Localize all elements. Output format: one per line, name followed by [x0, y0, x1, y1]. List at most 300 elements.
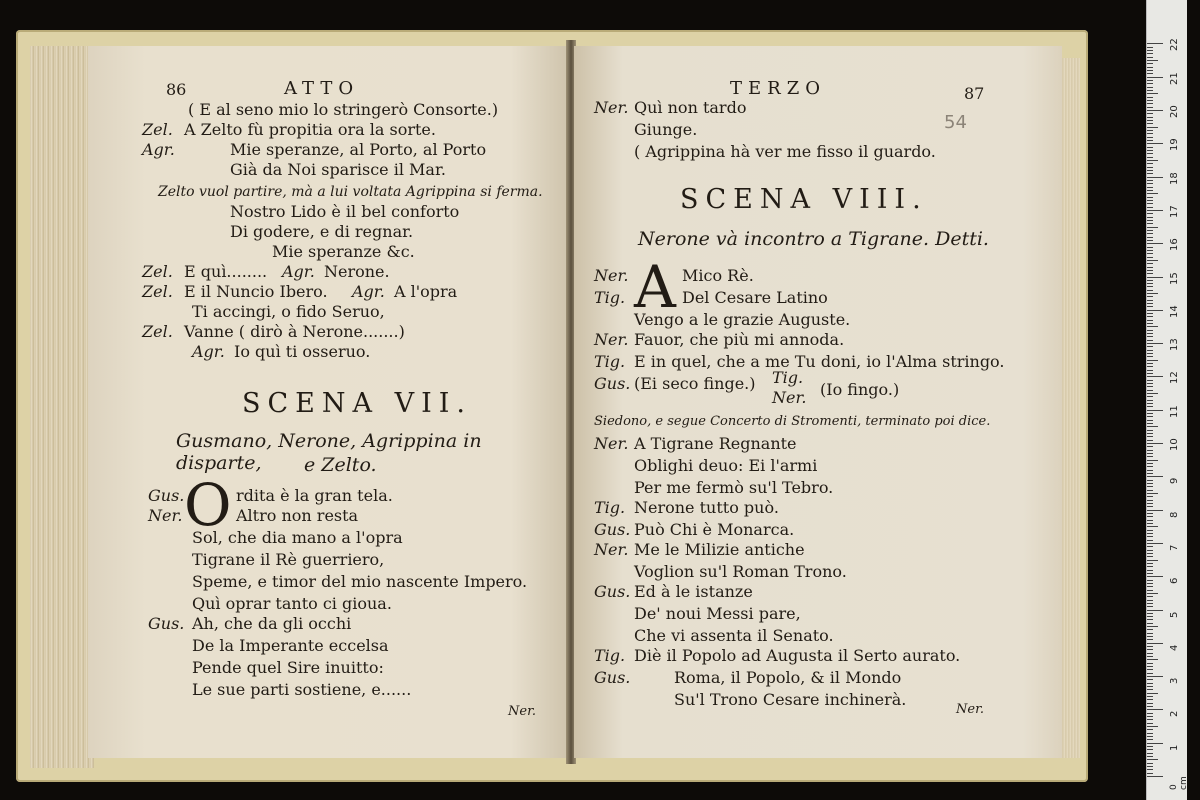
ruler-number: 12	[1169, 371, 1180, 385]
ruler-tick	[1147, 440, 1153, 441]
text-line: Mico Rè.	[682, 266, 754, 285]
ruler-tick	[1147, 353, 1153, 354]
ruler-tick	[1147, 333, 1153, 334]
ruler-tick	[1147, 240, 1153, 241]
ruler-tick	[1147, 543, 1163, 544]
ruler-tick	[1147, 57, 1153, 58]
ruler-tick	[1147, 163, 1153, 164]
text-line: Per me fermò su'l Tebro.	[634, 478, 834, 497]
ruler-tick	[1147, 376, 1163, 377]
ruler-tick	[1147, 157, 1153, 158]
ruler-number: 2	[1169, 711, 1180, 718]
ruler-tick	[1147, 117, 1153, 118]
ruler-tick	[1147, 70, 1153, 71]
text-line: Su'l Trono Cesare inchinerà.	[674, 690, 907, 709]
ruler-tick	[1147, 167, 1153, 168]
ruler-tick	[1147, 77, 1163, 78]
ruler-tick	[1147, 619, 1153, 620]
ruler-tick	[1147, 343, 1163, 344]
ruler-number: 13	[1169, 338, 1180, 352]
speaker-label: Agr.	[142, 140, 175, 159]
scene-persons: Nerone và incontro a Tigrane. Detti.	[638, 228, 989, 250]
ruler-tick	[1147, 739, 1153, 740]
ruler-tick	[1147, 260, 1158, 261]
ruler-tick	[1147, 463, 1153, 464]
ruler-tick	[1147, 699, 1153, 700]
drop-cap: A	[634, 253, 676, 321]
ruler-number: 4	[1169, 644, 1180, 651]
left-running-head: ATTO	[284, 78, 360, 99]
ruler-tick	[1147, 686, 1153, 687]
text-line: Nostro Lido è il bel conforto	[230, 202, 460, 221]
ruler-tick	[1147, 296, 1153, 297]
ruler-tick	[1147, 716, 1153, 717]
ruler-tick	[1147, 533, 1153, 534]
text-line: E il Nuncio Ibero.	[184, 282, 328, 301]
ruler-tick	[1147, 749, 1153, 750]
ruler-tick	[1147, 513, 1153, 514]
ruler-tick	[1147, 103, 1153, 104]
ruler-tick	[1147, 207, 1153, 208]
ruler-tick	[1147, 227, 1158, 228]
text-line: ( E al seno mio lo stringerò Consorte.)	[188, 100, 499, 119]
speaker-label: Zel.	[142, 282, 173, 301]
ruler-number: 3	[1169, 677, 1180, 685]
ruler-tick	[1147, 776, 1163, 777]
ruler-tick	[1147, 560, 1158, 561]
ruler-tick	[1147, 649, 1153, 650]
catchword: Ner.	[508, 704, 536, 719]
ruler-tick	[1147, 400, 1153, 401]
ruler-tick	[1147, 237, 1153, 238]
scene-persons: Gusmano, Nerone, Agrippina in disparte,	[176, 430, 482, 474]
ruler-tick	[1147, 639, 1153, 640]
ruler-tick	[1147, 90, 1153, 91]
speaker-label: Agr.	[282, 262, 315, 281]
ruler-tick	[1147, 233, 1153, 234]
ruler-tick	[1147, 470, 1153, 471]
ruler-tick	[1147, 316, 1153, 317]
ruler-tick	[1147, 223, 1153, 224]
ruler-tick	[1147, 530, 1153, 531]
text-line: Tigrane il Rè guerriero,	[192, 550, 385, 569]
ruler-tick	[1147, 636, 1153, 637]
ruler-tick	[1147, 247, 1153, 248]
ruler-tick	[1147, 553, 1153, 554]
ruler-number: 6	[1169, 577, 1180, 585]
text-line: A l'opra	[394, 282, 458, 301]
ruler-unit-label: 0 cm	[1169, 776, 1189, 790]
ruler-number: 14	[1169, 305, 1180, 318]
text-line: Roma, il Popolo, & il Mondo	[674, 668, 902, 687]
text-line: A Zelto fù propitia ora la sorte.	[184, 120, 436, 139]
ruler-tick	[1147, 583, 1153, 584]
ruler-tick	[1147, 83, 1153, 84]
text-line: (Io fingo.)	[820, 380, 900, 399]
text-line: Oblighi deuo: Ei l'armi	[634, 456, 818, 475]
ruler-tick	[1147, 510, 1163, 511]
right-page-number: 87	[964, 84, 985, 103]
ruler-tick	[1147, 523, 1153, 524]
ruler-tick	[1147, 633, 1153, 634]
ruler-tick	[1147, 476, 1163, 477]
ruler-tick	[1147, 673, 1153, 674]
speaker-label: Ner.	[594, 434, 629, 453]
ruler-number: 7	[1169, 544, 1180, 551]
text-line: Nerone.	[324, 262, 390, 281]
ruler-tick	[1147, 273, 1153, 274]
ruler-tick	[1147, 180, 1153, 181]
ruler-tick	[1147, 267, 1153, 268]
ruler-tick	[1147, 336, 1153, 337]
ruler-tick	[1147, 580, 1153, 581]
ruler-tick	[1147, 356, 1153, 357]
ruler-tick	[1147, 729, 1153, 730]
ruler-tick	[1147, 573, 1153, 574]
ruler-tick	[1147, 616, 1153, 617]
ruler-number: 1	[1169, 744, 1180, 751]
ruler-number: 19	[1169, 138, 1180, 152]
ruler-tick	[1147, 350, 1153, 351]
text-line: Altro non resta	[236, 506, 359, 525]
ruler-tick	[1147, 140, 1153, 141]
left-page-number: 86	[166, 80, 187, 99]
speaker-label: Ner.	[594, 330, 629, 349]
ruler-tick	[1147, 726, 1158, 727]
ruler-number: 5	[1169, 611, 1180, 618]
text-line: ( Agrippina hà ver me fisso il guardo.	[634, 142, 936, 161]
ruler-tick	[1147, 706, 1153, 707]
ruler-tick	[1147, 490, 1153, 491]
ruler-tick	[1147, 130, 1153, 131]
speaker-label: Zel.	[142, 322, 173, 341]
ruler-tick	[1147, 300, 1153, 301]
left-page	[88, 46, 568, 758]
ruler-tick	[1147, 460, 1158, 461]
ruler-tick	[1147, 696, 1153, 697]
ruler-tick	[1147, 629, 1153, 630]
ruler-tick	[1147, 370, 1153, 371]
ruler-tick	[1147, 133, 1153, 134]
ruler-tick	[1147, 93, 1158, 94]
ruler-tick	[1147, 753, 1153, 754]
speaker-label: Agr.	[352, 282, 385, 301]
ruler-tick	[1147, 763, 1153, 764]
text-line: Mie speranze, al Porto, al Porto	[230, 140, 487, 159]
ruler-tick	[1147, 676, 1163, 677]
ruler-number: 16	[1169, 238, 1180, 252]
ruler-tick	[1147, 200, 1153, 201]
ruler-tick	[1147, 563, 1153, 564]
ruler-tick	[1147, 550, 1153, 551]
text-line: A Tigrane Regnante	[634, 434, 797, 453]
scene-title: SCENA VII.	[242, 388, 472, 419]
ruler-tick	[1147, 596, 1153, 597]
ruler-tick	[1147, 586, 1153, 587]
ruler-tick	[1147, 423, 1153, 424]
text-line: De' noui Messi pare,	[634, 604, 801, 623]
ruler-tick	[1147, 606, 1153, 607]
ruler-tick	[1147, 270, 1153, 271]
ruler-tick	[1147, 590, 1153, 591]
ruler-tick	[1147, 703, 1153, 704]
ruler-tick	[1147, 766, 1153, 767]
ruler-tick	[1147, 100, 1153, 101]
ruler-tick	[1147, 480, 1153, 481]
ruler-tick	[1147, 286, 1153, 287]
ruler-tick	[1147, 170, 1153, 171]
ruler-tick	[1147, 403, 1153, 404]
ruler-tick	[1147, 113, 1153, 114]
ruler-tick	[1147, 613, 1153, 614]
ruler-tick	[1147, 496, 1153, 497]
text-line: rdita è la gran tela.	[236, 486, 393, 505]
ruler-tick	[1147, 217, 1153, 218]
ruler-tick	[1147, 556, 1153, 557]
ruler-number: 15	[1169, 271, 1180, 285]
ruler-tick	[1147, 526, 1158, 527]
stage-direction: Zelto vuol partire, mà a lui voltata Agrippina si ferma.	[158, 184, 543, 200]
text-line: E in quel, che a me Tu doni, io l'Alma stringo.	[634, 352, 1005, 371]
ruler-tick	[1147, 663, 1153, 664]
ruler-tick	[1147, 210, 1163, 211]
speaker-label: Ner.	[594, 98, 629, 117]
text-line: (Ei seco finge.)	[634, 374, 756, 393]
ruler-tick	[1147, 443, 1163, 444]
ruler-tick	[1147, 120, 1153, 121]
speaker-label: Zel.	[142, 120, 173, 139]
ruler-number: 11	[1169, 404, 1180, 418]
ruler-tick	[1147, 689, 1153, 690]
ruler-number: 20	[1169, 105, 1180, 118]
ruler-tick	[1147, 679, 1153, 680]
right-running-head: TERZO	[730, 78, 826, 99]
ruler-tick	[1147, 516, 1153, 517]
speaker-label: Agr.	[192, 342, 225, 361]
ruler-tick	[1147, 60, 1158, 61]
speaker-label: Zel.	[142, 262, 173, 281]
text-line: Fauor, che più mi annoda.	[634, 330, 845, 349]
pencil-note: 54	[944, 112, 967, 133]
ruler-tick	[1147, 456, 1153, 457]
speaker-label: Ner.	[594, 266, 629, 285]
ruler-tick	[1147, 373, 1153, 374]
text-line: Ah, che da gli occhi	[192, 614, 352, 633]
speaker-label: Gus.	[594, 374, 631, 393]
scene-persons: e Zelto.	[304, 454, 377, 476]
speaker-label: Ner.	[594, 540, 629, 559]
text-line: Può Chi è Monarca.	[634, 520, 795, 539]
speaker-label: Gus.	[148, 614, 185, 633]
speaker-label: Tig.	[594, 498, 626, 517]
text-line: E quì........	[184, 262, 268, 281]
ruler-tick	[1147, 566, 1153, 567]
page-edges-left	[30, 46, 94, 768]
ruler-tick	[1147, 153, 1153, 154]
ruler-tick	[1147, 570, 1153, 571]
ruler-tick	[1147, 709, 1163, 710]
ruler-tick	[1147, 759, 1158, 760]
ruler-tick	[1147, 410, 1163, 411]
ruler-tick	[1147, 503, 1153, 504]
ruler-tick	[1147, 719, 1153, 720]
ruler-tick	[1147, 506, 1153, 507]
measurement-ruler	[1146, 0, 1187, 800]
ruler-tick	[1147, 733, 1153, 734]
ruler-tick	[1147, 306, 1153, 307]
ruler-tick	[1147, 366, 1153, 367]
ruler-tick	[1147, 303, 1153, 304]
ruler-tick	[1147, 576, 1163, 577]
ruler-tick	[1147, 746, 1153, 747]
ruler-tick	[1147, 150, 1153, 151]
ruler-tick	[1147, 483, 1153, 484]
ruler-tick	[1147, 277, 1163, 278]
ruler-tick	[1147, 656, 1153, 657]
ruler-tick	[1147, 536, 1153, 537]
ruler-tick	[1147, 603, 1153, 604]
catchword: Ner.	[956, 702, 984, 717]
text-line: Quì non tardo	[634, 98, 747, 117]
text-line: Pende quel Sire inuitto:	[192, 658, 384, 677]
text-line: Vanne ( dirò à Nerone.......)	[184, 322, 405, 341]
ruler-tick	[1147, 107, 1153, 108]
text-line: Di godere, e di regnar.	[230, 222, 414, 241]
ruler-tick	[1147, 493, 1158, 494]
ruler-tick	[1147, 683, 1153, 684]
ruler-tick	[1147, 473, 1153, 474]
ruler-tick	[1147, 346, 1153, 347]
ruler-tick	[1147, 183, 1153, 184]
ruler-tick	[1147, 63, 1153, 64]
ruler-tick	[1147, 396, 1153, 397]
ruler-tick	[1147, 313, 1153, 314]
speaker-label: Ner.	[148, 506, 183, 525]
ruler-tick	[1147, 197, 1153, 198]
text-line: Quì oprar tanto ci gioua.	[192, 594, 392, 613]
ruler-tick	[1147, 433, 1153, 434]
text-line: Io quì ti osseruo.	[234, 342, 371, 361]
ruler-tick	[1147, 280, 1153, 281]
text-line: Nerone tutto può.	[634, 498, 779, 517]
ruler-tick	[1147, 769, 1153, 770]
text-line: Le sue parti sostiene, e......	[192, 680, 412, 699]
ruler-number: 21	[1169, 71, 1180, 85]
ruler-tick	[1147, 123, 1153, 124]
ruler-tick	[1147, 80, 1153, 81]
speaker-label: Tig.	[594, 288, 626, 307]
ruler-tick	[1147, 220, 1153, 221]
ruler-tick	[1147, 659, 1158, 660]
ruler-tick	[1147, 756, 1153, 757]
speaker-label: Tig.	[594, 646, 626, 665]
ruler-tick	[1147, 290, 1153, 291]
ruler-tick	[1147, 736, 1153, 737]
ruler-tick	[1147, 97, 1153, 98]
ruler-tick	[1147, 43, 1163, 44]
ruler-number: 22	[1169, 38, 1180, 52]
ruler-tick	[1147, 500, 1153, 501]
text-line: Del Cesare Latino	[682, 288, 828, 307]
ruler-tick	[1147, 643, 1163, 644]
right-page	[574, 46, 1062, 758]
ruler-tick	[1147, 450, 1153, 451]
text-line: Me le Milizie antiche	[634, 540, 805, 559]
text-line: Mie speranze &c.	[272, 242, 415, 261]
speaker-label: Tig.	[772, 368, 804, 387]
ruler-tick	[1147, 137, 1153, 138]
ruler-tick	[1147, 693, 1158, 694]
ruler-tick	[1147, 626, 1158, 627]
stage-direction: Siedono, e segue Concerto di Stromenti, terminato poi dice.	[594, 414, 991, 429]
ruler-tick	[1147, 187, 1153, 188]
ruler-tick	[1147, 230, 1153, 231]
ruler-tick	[1147, 143, 1163, 144]
ruler-tick	[1147, 773, 1153, 774]
text-line: De la Imperante eccelsa	[192, 636, 389, 655]
ruler-tick	[1147, 73, 1153, 74]
ruler-tick	[1147, 326, 1158, 327]
ruler-tick	[1147, 257, 1153, 258]
ruler-tick	[1147, 253, 1153, 254]
ruler-tick	[1147, 653, 1153, 654]
ruler-number: 8	[1169, 511, 1180, 518]
ruler-tick	[1147, 390, 1153, 391]
ruler-tick	[1147, 330, 1153, 331]
speaker-label: Ner.	[772, 388, 807, 407]
ruler-tick	[1147, 593, 1158, 594]
text-line: Ti accingi, o fido Seruo,	[192, 302, 385, 321]
ruler-tick	[1147, 600, 1153, 601]
speaker-label: Gus.	[148, 486, 185, 505]
ruler-tick	[1147, 546, 1153, 547]
ruler-tick	[1147, 646, 1153, 647]
ruler-tick	[1147, 250, 1153, 251]
text-line: Giunge.	[634, 120, 698, 139]
ruler-tick	[1147, 386, 1153, 387]
ruler-tick	[1147, 340, 1153, 341]
ruler-tick	[1147, 360, 1158, 361]
scene-title: SCENA VIII.	[680, 184, 928, 215]
ruler-tick	[1147, 426, 1158, 427]
speaker-label: Gus.	[594, 668, 631, 687]
ruler-number: 17	[1169, 205, 1180, 218]
ruler-tick	[1147, 610, 1163, 611]
text-line: Voglion su'l Roman Trono.	[634, 562, 847, 581]
ruler-tick	[1147, 743, 1163, 744]
ruler-tick	[1147, 623, 1153, 624]
ruler-number: 10	[1169, 438, 1180, 451]
ruler-tick	[1147, 486, 1153, 487]
speaker-label: Gus.	[594, 582, 631, 601]
ruler-tick	[1147, 193, 1158, 194]
ruler-tick	[1147, 283, 1153, 284]
ruler-tick	[1147, 320, 1153, 321]
ruler-tick	[1147, 173, 1153, 174]
ruler-tick	[1147, 436, 1153, 437]
ruler-tick	[1147, 713, 1153, 714]
ruler-tick	[1147, 160, 1158, 161]
ruler-tick	[1147, 453, 1153, 454]
ruler-tick	[1147, 53, 1153, 54]
ruler-tick	[1147, 666, 1153, 667]
ruler-tick	[1147, 540, 1153, 541]
text-line: Ed à le istanze	[634, 582, 753, 601]
speaker-label: Gus.	[594, 520, 631, 539]
text-line: Già da Noi sparisce il Mar.	[230, 160, 446, 179]
ruler-tick	[1147, 110, 1163, 111]
ruler-tick	[1147, 466, 1153, 467]
